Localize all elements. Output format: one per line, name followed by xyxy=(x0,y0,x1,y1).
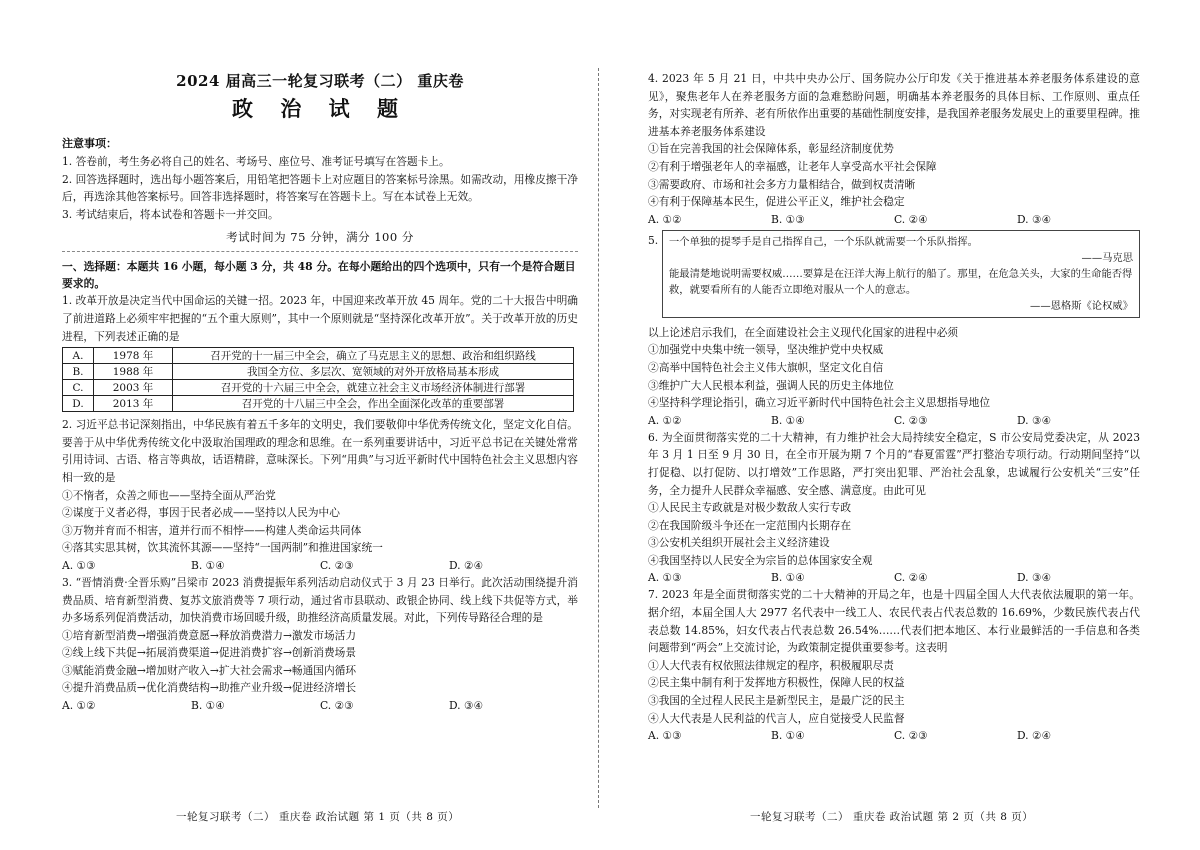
column-divider xyxy=(598,68,599,808)
year-cell: 1988 年 xyxy=(94,364,173,380)
option-a: A. ①② xyxy=(648,413,682,427)
option-a: A. ①② xyxy=(648,212,682,226)
statement-item: ④提升消费品质→优化消费结构→助推产业升级→促进经济增长 xyxy=(62,681,357,695)
option-c: C. ②③ xyxy=(894,729,928,743)
statement-item: ①加强党中央集中统一领导，坚决维护党中央权威 xyxy=(648,343,884,357)
year-cell: 2013 年 xyxy=(94,396,173,412)
option-b: B. ①④ xyxy=(771,729,805,743)
option-letter: A. xyxy=(63,348,94,364)
statement-item: ③万物并育而不相害，道并行而不相悖——构建人类命运共同体 xyxy=(62,523,362,537)
option-a: A. ①③ xyxy=(62,558,96,572)
option-b: B. ①④ xyxy=(771,571,805,585)
year-cell: 1978 年 xyxy=(94,348,173,364)
option-b: B. ①④ xyxy=(771,413,805,427)
statement-item: ②有利于增强老年人的幸福感，让老年人享受高水平社会保障 xyxy=(648,159,937,173)
option-b: B. ①③ xyxy=(771,212,805,226)
question-5-stem: 以上论述启示我们，在全面建设社会主义现代化国家的进程中必须 xyxy=(648,325,958,339)
question-2-stem: 2. 习近平总书记深刻指出，中华民族有着五千多年的文明史，我们要敬仰中华优秀传统文化，坚定文化自信。要善于从中华优秀传统文化中汲取治国理政的理念和思维。在一系列重要讲话中，习近平总书记在关键处常常引用诗词、古语、格言等典故，话语精辟，意味深长。下列“用典”与习近平新时代中国特色社会主义思想内容相一致的是 xyxy=(62,418,578,484)
page-footer-1: 一轮复习联考（二） 重庆卷 政治试题 第 1 页（共 8 页） xyxy=(176,811,460,823)
option-b: B. ①④ xyxy=(191,699,225,713)
statement-item: ④有利于保障基本民生，促进公平正义，维护社会稳定 xyxy=(648,195,905,209)
answer-options xyxy=(62,557,578,574)
option-a: A. ①③ xyxy=(648,571,682,585)
option-letter: C. xyxy=(63,380,94,396)
event-cell: 我国全方位、多层次、宽领域的对外开放格局基本形成 xyxy=(173,364,574,380)
statement-item: ④我国坚持以人民安全为宗旨的总体国家安全观 xyxy=(648,553,873,567)
option-letter: B. xyxy=(63,364,94,380)
question-7-stem: 7. 2023 年是全面贯彻落实党的二十大精神的开局之年，也是十四届全国人大代表依法履职的第一年。据介绍，本届全国人大 2977 名代表中一线工人、农民代表占代表总数的 16.69%，少数民族代表占代表总数 14.85%，妇女代表占代表总数 26.54%……代表们把本地区、本行业最鲜活的一手信息和各类问题带到“两会”上交流讨论，为政策制定提供重要参考。这表明 xyxy=(648,588,1140,655)
quote-marx: 一个单独的提琴手是自己指挥自己，一个乐队就需要一个乐队指挥。 xyxy=(669,235,978,248)
answer-options xyxy=(648,211,1140,228)
statement-item: ④坚持科学理论指引，确立习近平新时代中国特色社会主义思想指导地位 xyxy=(648,396,991,410)
subject-title: 政 治 试 题 xyxy=(232,96,408,121)
statement-item: ①培育新型消费→增强消费意愿→释放消费潜力→激发市场活力 xyxy=(62,628,357,642)
statement-item: ①人民民主专政就是对极少数敌人实行专政 xyxy=(648,501,852,515)
option-c: C. ②③ xyxy=(320,699,354,713)
table-row xyxy=(63,396,574,412)
exam-title: 2024 届高三一轮复习联考（二） 重庆卷 xyxy=(176,72,464,90)
notice-item: 2. 回答选择题时，选出每小题答案后，用铅笔把答题卡上对应题目的答案标号涂黑。如需改动，用橡皮擦干净后，再选涂其他答案标号。回答非选择题时，将答案写在答题卡上。写在本试卷上无效。 xyxy=(62,172,578,204)
option-a: A. ①② xyxy=(62,699,96,713)
statement-item: ②在我国阶级斗争还在一定范围内长期存在 xyxy=(648,518,852,532)
exam-time: 考试时间为 75 分钟，满分 100 分 xyxy=(226,230,414,245)
quote-box xyxy=(662,230,1140,318)
page-2 xyxy=(600,0,1200,850)
page-footer-2: 一轮复习联考（二） 重庆卷 政治试题 第 2 页（共 8 页） xyxy=(750,811,1034,823)
event-cell: 召开党的十六届三中全会，就建立社会主义市场经济体制进行部署 xyxy=(173,380,574,396)
statement-item: ②高举中国特色社会主义伟大旗帜，坚定文化自信 xyxy=(648,360,884,374)
year-cell: 2003 年 xyxy=(94,380,173,396)
question-5-number: 5. xyxy=(648,233,659,247)
option-d: D. ②④ xyxy=(1017,729,1052,743)
quote-source: ——恩格斯《论权威》 xyxy=(1030,299,1133,312)
table-row xyxy=(63,380,574,396)
question-4-stem: 4. 2023 年 5 月 21 日，中共中央办公厅、国务院办公厅印发《关于推进基本养老服务体系建设的意见》，聚焦老年人在养老服务方面的急难愁盼问题，明确基本养老服务的具体目标、工作原则、重点任务，对实现老有所养、老有所依作出重要的基础性制度安排，是我国养老服务发展史上的重要里程碑。推进基本养老服务体系建设 xyxy=(648,72,1140,138)
option-c: C. ②④ xyxy=(894,212,928,226)
statement-item: ④人大代表是人民利益的代言人，应自觉接受人民监督 xyxy=(648,711,905,725)
option-a: A. ①③ xyxy=(648,729,682,743)
event-cell: 召开党的十一届三中全会，确立了马克思主义的思想、政治和组织路线 xyxy=(173,348,574,364)
notice-item: 3. 考试结束后，将本试卷和答题卡一并交回。 xyxy=(62,207,279,221)
option-letter: D. xyxy=(63,396,94,412)
option-c: C. ②④ xyxy=(894,571,928,585)
quote-source: ——马克思 xyxy=(1081,251,1133,264)
section-heading: 一、选择题：本题共 16 小题，每小题 3 分，共 48 分。在每小题给出的四个选项中，只有一个是符合题目要求的。 xyxy=(62,260,576,291)
statement-item: ②民主集中制有利于发挥地方积极性，保障人民的权益 xyxy=(648,676,905,690)
statement-item: ①不惰者，众善之师也——坚持全面从严治党 xyxy=(62,488,276,502)
notice-item: 1. 答卷前，考生务必将自己的姓名、考场号、座位号、准考证号填写在答题卡上。 xyxy=(62,155,450,168)
quote-engels: 能最清楚地说明需要权威……要算是在汪洋大海上航行的船了。那里，在危急关头，大家的生命能否得救，就要看所有的人能否立即绝对服从一个人的意志。 xyxy=(669,267,1133,296)
option-d: D. ②④ xyxy=(449,558,484,572)
option-d: D. ③④ xyxy=(1017,571,1052,585)
statement-item: ②谋度于义者必得，事因于民者必成——坚持以人民为中心 xyxy=(62,506,340,520)
question-1-stem: 1. 改革开放是决定当代中国命运的关键一招。2023 年，中国迎来改革开放 45 周年。党的二十大报告中明确了前进道路上必须牢牢把握的“五个重大原则”，其中一个原则就是“坚持深化改革开放”。关于改革开放的历史进程，下列表述正确的是 xyxy=(62,294,578,343)
answer-options xyxy=(648,569,1140,586)
table-row xyxy=(63,348,574,364)
option-d: D. ③④ xyxy=(1017,413,1052,427)
question-3-stem: 3. “晋情消费·全晋乐购”吕梁市 2023 消费提振年系列活动启动仪式于 3 月 23 日举行。此次活动围绕提升消费品质、培育新型消费、复苏文旅消费等 7 项行动，通过省市县联动、政银企协同、线上线下共促等方式，举办多场系列促消费活动，加快消费市场回暖升级，助推经济高质量发展。对此，下列传导路径合理的是 xyxy=(62,575,578,625)
option-d: D. ③④ xyxy=(449,699,484,713)
statement-item: ③我国的全过程人民民主是新型民主，是最广泛的民主 xyxy=(648,694,905,708)
answer-options xyxy=(648,412,1140,429)
statement-item: ④落其实思其树，饮其流怀其源——坚持“一国两制”和推进国家统一 xyxy=(62,541,383,555)
question-5 xyxy=(648,228,1140,324)
divider-line xyxy=(62,251,578,252)
option-b: B. ①④ xyxy=(191,558,225,572)
option-d: D. ③④ xyxy=(1017,212,1052,226)
answer-options xyxy=(648,727,1140,744)
statement-item: ③需要政府、市场和社会多方力量相结合，做到权责清晰 xyxy=(648,177,916,191)
statement-item: ③公安机关组织开展社会主义经济建设 xyxy=(648,536,830,550)
event-cell: 召开党的十八届三中全会，作出全面深化改革的重要部署 xyxy=(173,396,574,412)
q1-table xyxy=(62,347,574,412)
option-c: C. ②③ xyxy=(320,558,354,572)
table-row xyxy=(63,364,574,380)
question-6-stem: 6. 为全面贯彻落实党的二十大精神，有力维护社会大局持续安全稳定，S 市公安局党委决定，从 2023 年 3 月 1 日至 9 月 30 日，在全市开展为期 7 个月的“春夏雷霆”严打整治专项行动。行动期间坚持“以打促稳、以打促防、以打增效”工作思路，严打突出犯罪、严治社会乱象，忠诚履行公安机关“三安”任务，全力提升人民群众幸福感、安全感、满意度。由此可见 xyxy=(648,430,1140,497)
statement-item: ③维护广大人民根本利益，强调人民的历史主体地位 xyxy=(648,378,894,392)
answer-options xyxy=(62,697,578,714)
statement-item: ③赋能消费金融→增加财产收入→扩大社会需求→畅通国内循环 xyxy=(62,663,357,677)
statement-item: ②线上线下共促→拓展消费渠道→促进消费扩容→创新消费场景 xyxy=(62,646,357,660)
statement-item: ①人大代表有权依照法律规定的程序，积极履职尽责 xyxy=(648,658,894,672)
option-c: C. ②③ xyxy=(894,413,928,427)
notice-heading: 注意事项： xyxy=(62,137,117,150)
statement-item: ①旨在完善我国的社会保障体系，彰显经济制度优势 xyxy=(648,142,894,156)
